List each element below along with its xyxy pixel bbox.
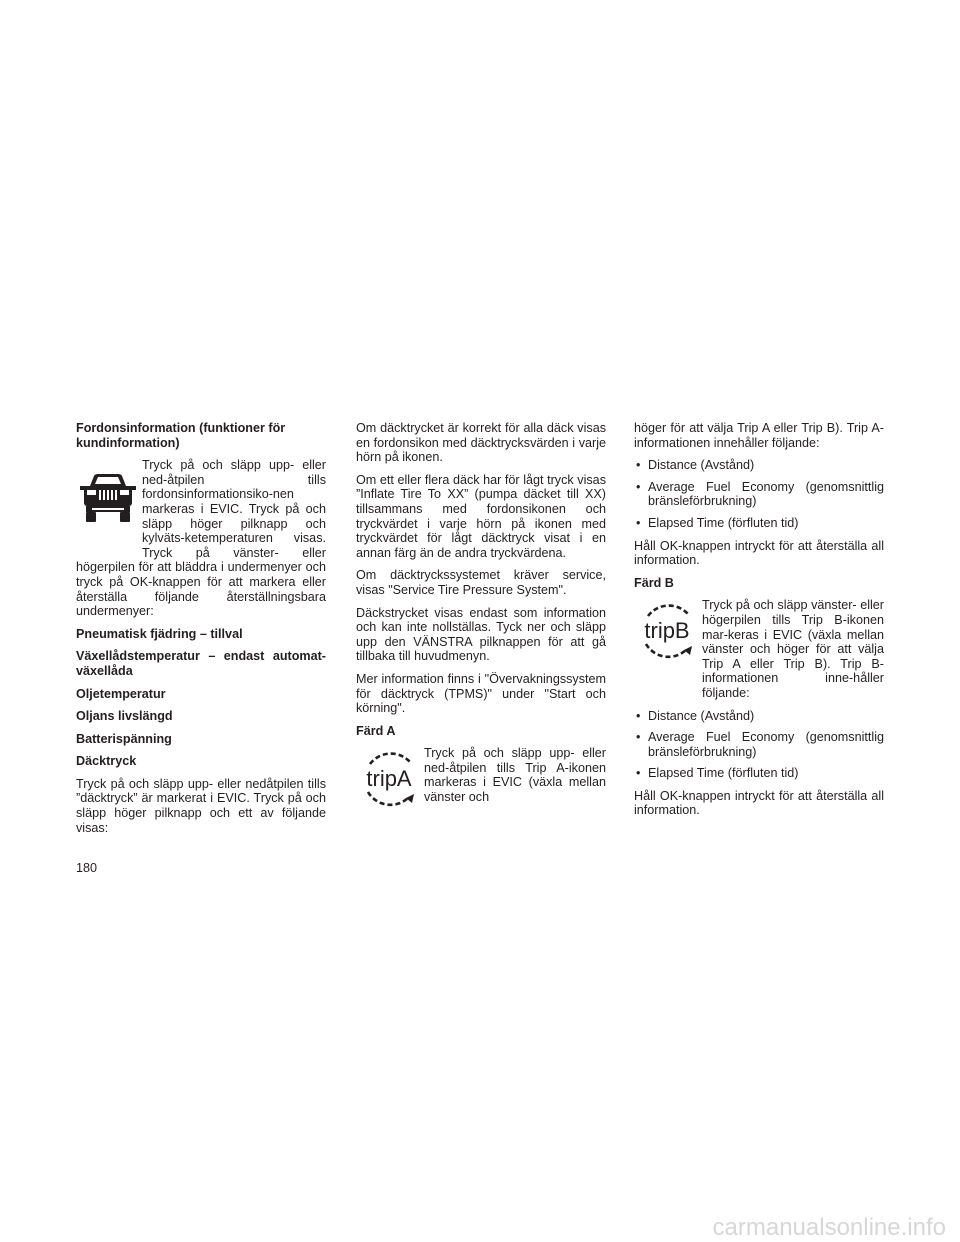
trip-a-continuation: höger för att välja Trip A eller Trip B). Trip A-informationen innehåller följande: bbox=[634, 421, 884, 450]
trip-b-list bbox=[634, 709, 884, 781]
heading-oil-temp: Oljetemperatur bbox=[76, 686, 166, 701]
list-item: • Elapsed Time (förfluten tid) bbox=[634, 766, 884, 781]
paragraph-tire-info: Däckstrycket visas endast som information och kan inte nollställas. Tyck ner och släpp upp den VÄNSTRA pilknappen för att gå tillbaka till huvudmenyn. bbox=[356, 605, 606, 664]
trip-b-text: Tryck på och släpp vänster- eller högerpilen tills Trip B-ikonen mar-keras i EVIC (växla mellan vänster och höger för att välja Trip A eller Trip B). Trip B-informationen inne-håller följande: bbox=[702, 598, 884, 700]
heading-battery-voltage: Batterispänning bbox=[76, 731, 172, 746]
trip-a-icon-label: tripA bbox=[366, 766, 412, 792]
trip-b-icon-label: tripB bbox=[644, 618, 690, 644]
paragraph-tpms-ref: Mer information finns i "Övervakningssystem för däcktryck (TPMS)" under "Start och körning". bbox=[356, 671, 606, 716]
trip-b-block bbox=[634, 598, 884, 700]
vehicle-info-block bbox=[76, 458, 326, 619]
watermark: carmanualsonline.info bbox=[712, 1214, 946, 1242]
trip-a-text: Tryck på och släpp upp- eller ned-åtpilen tills Trip A-ikonen markeras i EVIC (växla mellan vänster och bbox=[424, 746, 606, 805]
paragraph-tire-service: Om däcktryckssystemet kräver service, visas "Service Tire Pressure System". bbox=[356, 568, 606, 597]
list-item: • Distance (Avstånd) bbox=[634, 709, 884, 724]
section-heading-vehicle-info: Fordonsinformation (funktioner för kundinformation) bbox=[76, 421, 286, 450]
vehicle-front-icon bbox=[74, 472, 142, 560]
column-3 bbox=[634, 421, 884, 826]
column-2 bbox=[356, 421, 606, 812]
list-item: • Average Fuel Economy (genomsnittlig bränsleförbrukning) bbox=[634, 480, 884, 509]
paragraph-tire-low: Om ett eller flera däck har för lågt tryck visas ”Inflate Tire To XX” (pumpa däcket till XX) tillsammans med fordonsikonen och tryckvärdet i varje hörn på ikonen med tryckvärdet för lågt däcktryck visat i en annan färg än de andra tryckvärdena. bbox=[356, 472, 606, 560]
heading-transmission-temp: Växellådstemperatur – endast automat-växellåda bbox=[76, 649, 326, 678]
list-item: • Distance (Avstånd) bbox=[634, 458, 884, 473]
trip-a-reset: Håll OK-knappen intryckt för att återställa all information. bbox=[634, 538, 884, 568]
trip-b-reset: Håll OK-knappen intryckt för att återställa all information. bbox=[634, 788, 884, 818]
trip-a-icon bbox=[356, 746, 424, 812]
heading-tire-pressure: Däcktryck bbox=[76, 754, 137, 769]
heading-pneumatic-suspension: Pneumatisk fjädring – tillval bbox=[76, 626, 243, 641]
column-1 bbox=[76, 421, 326, 843]
trip-a-block bbox=[356, 746, 606, 812]
heading-trip-a: Färd A bbox=[356, 723, 396, 738]
trip-b-icon bbox=[634, 598, 702, 664]
tire-pressure-text: Tryck på och släpp upp- eller nedåtpilen tills ”däcktryck” är markerat i EVIC. Tryck på och släpp höger pilknapp och ett av följande visas: bbox=[76, 776, 326, 835]
list-item: • Elapsed Time (förfluten tid) bbox=[634, 516, 884, 531]
page-number: 180 bbox=[76, 861, 98, 875]
paragraph-tire-ok: Om däcktrycket är korrekt för alla däck visas en fordonsikon med däcktrycksvärden i varje hörn på ikonen. bbox=[356, 421, 606, 465]
trip-a-list bbox=[634, 458, 884, 530]
vehicle-info-intro: Tryck på och släpp upp- eller ned-åtpilen tills fordonsinformationsiko-nen markeras i EVIC. Tryck på och släpp höger pilknapp och kylväts-ketemperaturen visas. Tryck på vänster- eller högerpilen för att bläddra i undermenyer och tryck på OK-knappen för att markera eller återställa följande återställningsbara undermenyer: bbox=[76, 458, 326, 619]
heading-trip-b: Färd B bbox=[634, 575, 674, 590]
heading-oil-life: Oljans livslängd bbox=[76, 709, 173, 724]
list-item: • Average Fuel Economy (genomsnittlig bränsleförbrukning) bbox=[634, 730, 884, 759]
